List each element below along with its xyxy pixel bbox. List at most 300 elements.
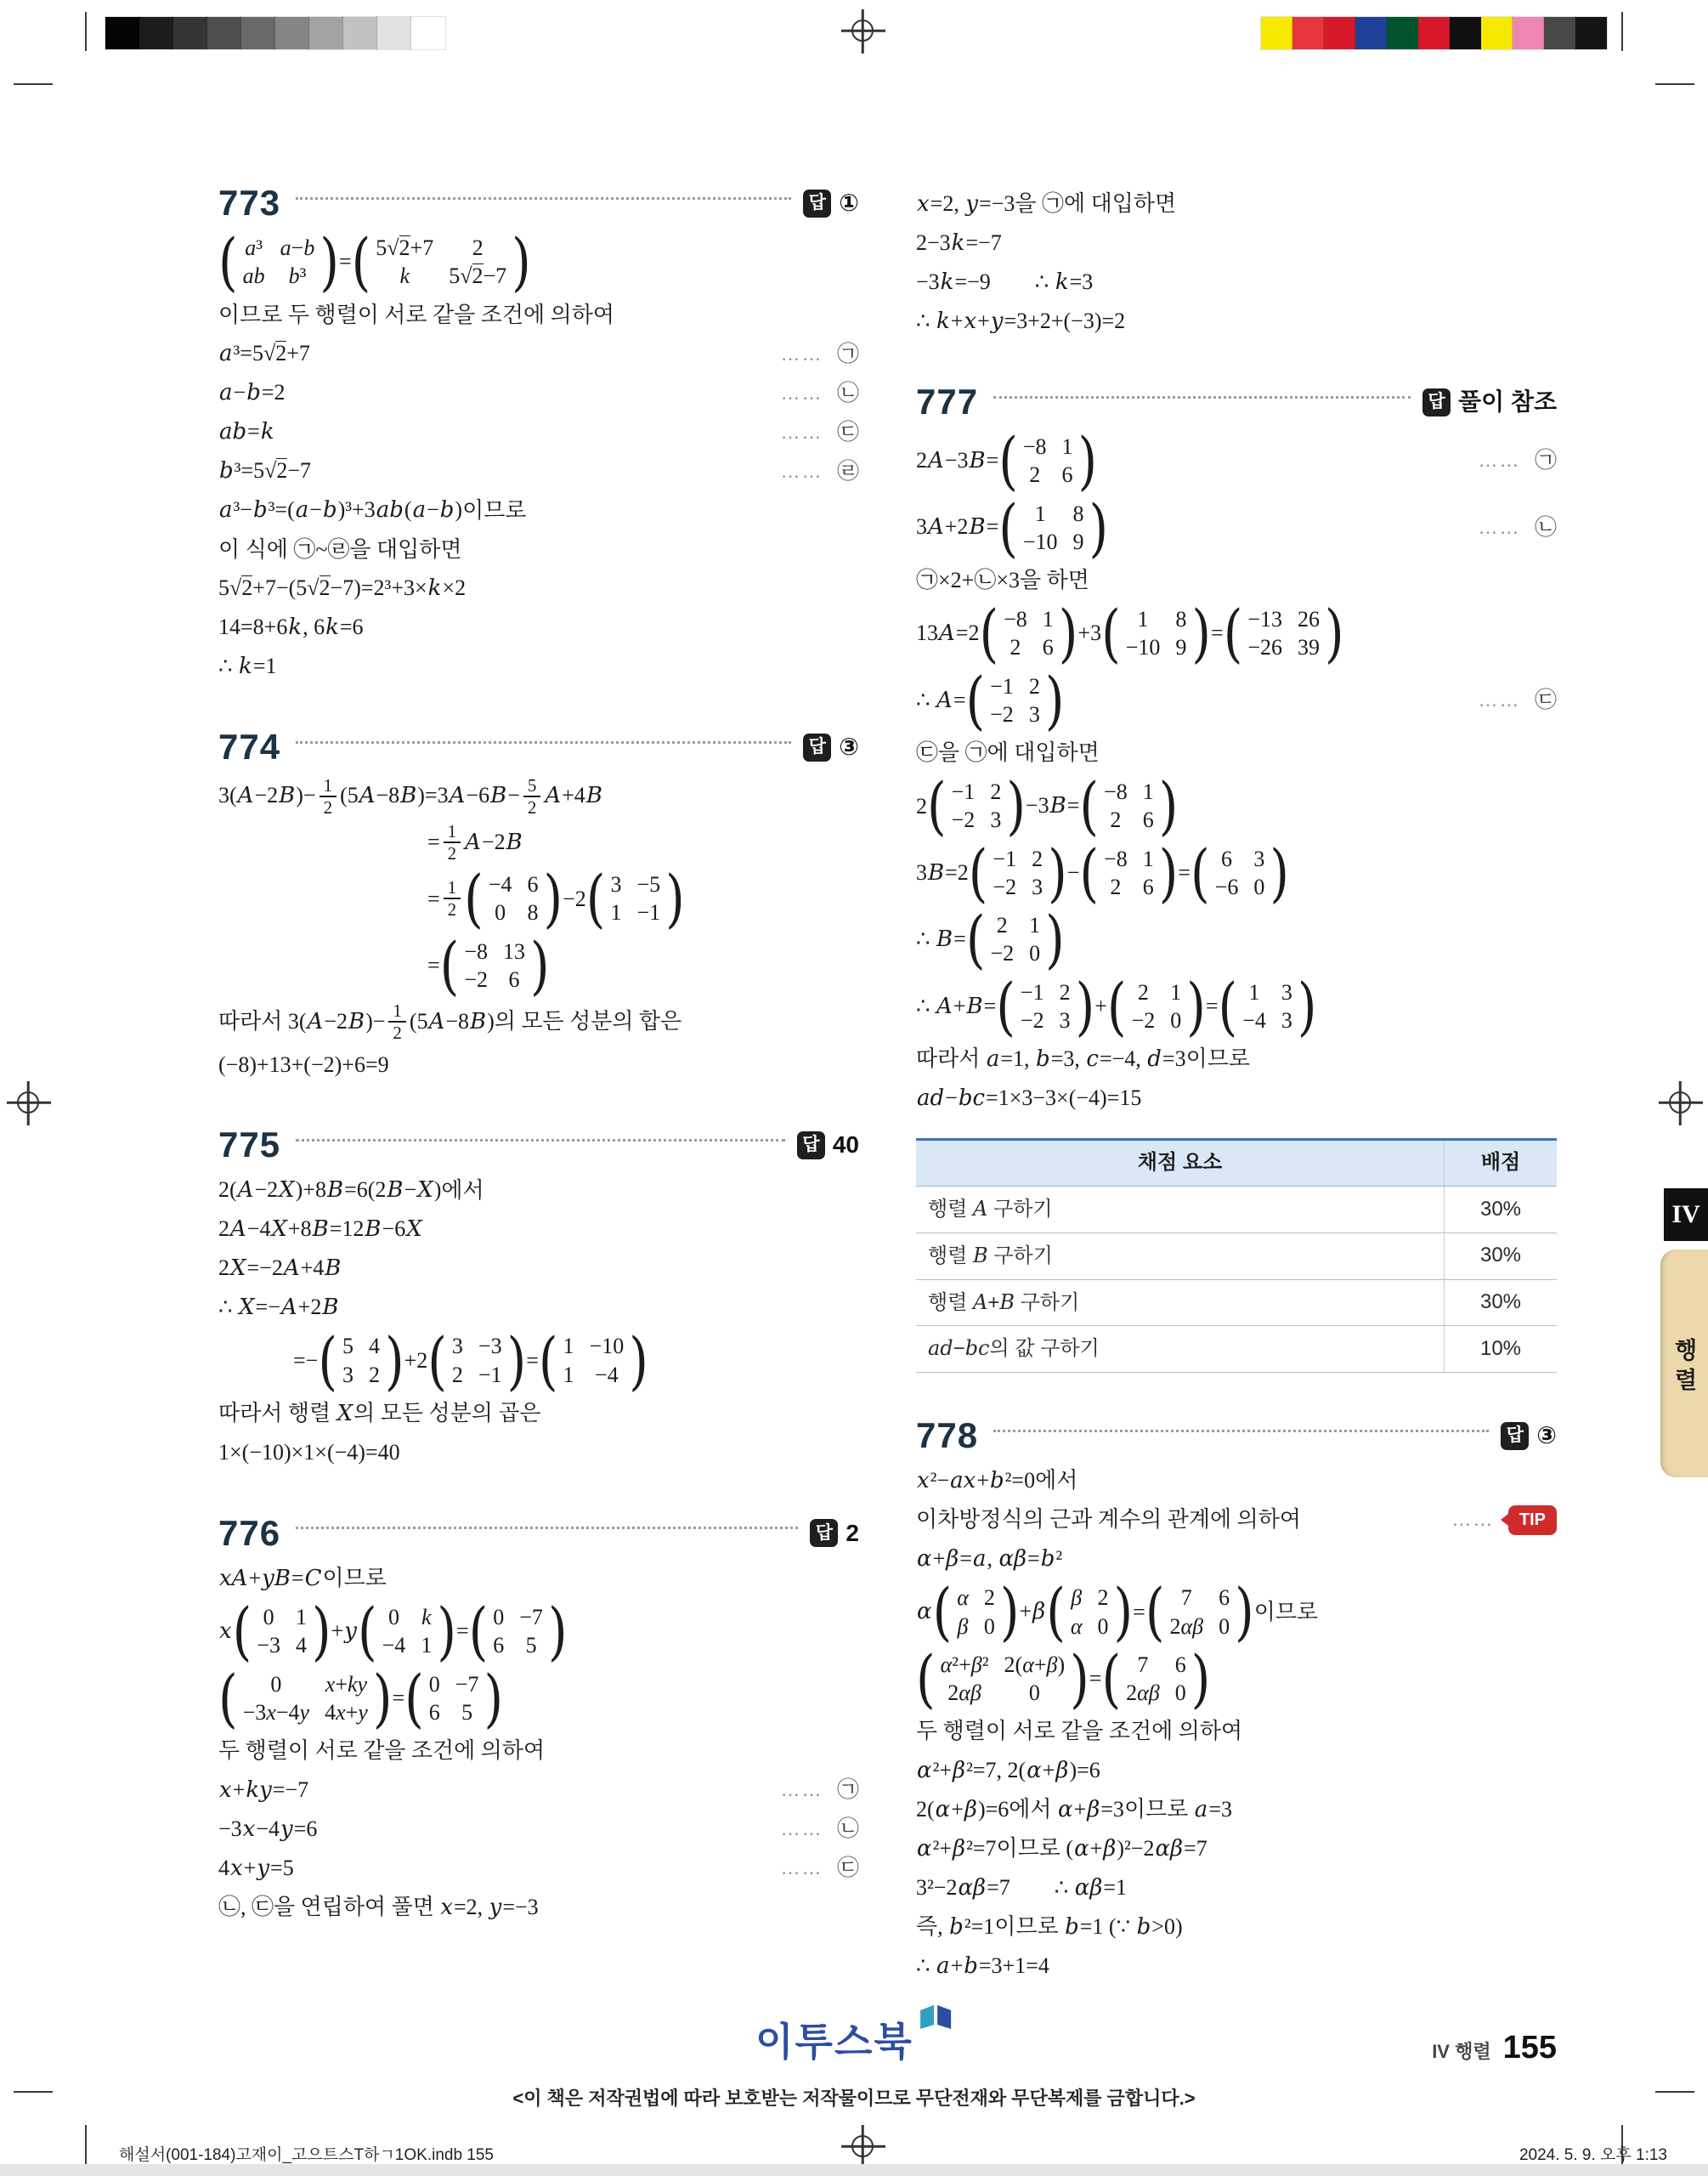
matrix	[427, 1323, 527, 1398]
paren-right-icon: )	[320, 224, 339, 299]
matrix	[404, 1661, 504, 1736]
solution-line	[218, 1733, 859, 1769]
math-run: 2A−3B=	[916, 447, 999, 473]
math-run: =	[1133, 1599, 1145, 1624]
matrix	[1101, 596, 1212, 671]
answer-badge: 답	[803, 190, 831, 218]
calibration-swatch	[1418, 17, 1450, 49]
matrix-entry: b³	[288, 264, 307, 289]
answer-value: ③	[839, 734, 859, 761]
matrix-entry: 0	[1174, 1680, 1186, 1706]
answer	[810, 1516, 859, 1551]
paren-right-icon: )	[506, 1323, 527, 1398]
matrix-entry: 26	[1298, 607, 1321, 632]
text-run: ㉠×2+㉡×3을 하면	[916, 568, 1089, 593]
matrix-entry: 6	[1221, 846, 1232, 871]
matrix-entry: −2	[1020, 1007, 1044, 1033]
chapter-unit-label: 행렬	[1671, 1338, 1697, 1397]
paren-left-icon: (	[358, 1594, 377, 1669]
criteria-cell: 행렬 A 구하기	[916, 1187, 1445, 1233]
text-run: 이므로	[322, 1566, 387, 1591]
paren-right-icon: )	[529, 928, 550, 1003]
matrix-entry: k	[399, 264, 410, 289]
fraction: $\frac{1}{2}$	[320, 775, 337, 818]
paren-right-icon: )	[372, 1661, 393, 1736]
criteria-cell: ad−bc의 값 구하기	[916, 1326, 1445, 1373]
text-run: 따라서	[218, 1009, 288, 1034]
matrix-entry: −2	[951, 808, 976, 833]
leader-dots: ……	[780, 1857, 823, 1879]
matrix	[1218, 969, 1317, 1044]
problem-774	[218, 728, 859, 1083]
matrix-entry: 6	[428, 1699, 440, 1725]
solution-line	[916, 186, 1557, 222]
problem-header	[218, 183, 859, 224]
math-run: A−2B	[465, 829, 523, 855]
paren-right-icon: )	[1270, 836, 1289, 910]
paren-right-icon: )	[1048, 836, 1067, 910]
matrix	[1046, 1574, 1134, 1649]
calibration-swatch	[1387, 17, 1418, 49]
solution-line	[916, 1831, 1557, 1867]
calibration-swatch	[1544, 17, 1575, 49]
matrix	[916, 1641, 1089, 1716]
matrix-entry: −5	[636, 872, 661, 898]
matrix-entry: −1	[990, 673, 1014, 699]
paren-left-icon: (	[1218, 969, 1238, 1044]
math-run: =	[427, 830, 440, 855]
matrix-entry: β	[957, 1613, 969, 1639]
text-run: 에서	[1035, 1468, 1078, 1493]
calibration-swatch	[139, 17, 173, 49]
solution-line	[916, 1714, 1557, 1749]
math-run: +y	[331, 1618, 357, 1644]
paren-left-icon: (	[916, 1641, 936, 1716]
matrix-entry: 3	[1028, 701, 1040, 727]
solution-line	[916, 1792, 1557, 1828]
text-run: 따라서 행렬	[218, 1401, 337, 1426]
paren-left-icon: (	[585, 861, 606, 936]
solution-line	[916, 264, 1557, 300]
math-run: =	[427, 886, 440, 911]
scoring-row	[916, 1279, 1557, 1326]
matrix-entry: 8	[1072, 501, 1084, 526]
math-run: X	[337, 1400, 353, 1426]
registration-crosshair-icon	[1669, 1091, 1691, 1114]
math-run: ∴ X=−A+2B	[218, 1295, 339, 1321]
math-run: =	[526, 1347, 539, 1373]
text-run: 에서	[441, 1177, 484, 1203]
paren-right-icon: )	[1191, 1641, 1211, 1716]
matrix-entry: 6	[1174, 1652, 1186, 1677]
printer-timestamp: 2024. 5. 9. 오후 1:13	[1519, 2146, 1667, 2164]
leader-dots: ……	[780, 460, 823, 482]
solution-line	[218, 861, 859, 936]
problem-header	[218, 728, 859, 768]
math-run: 3A+2B=	[916, 514, 999, 541]
paren-left-icon: (	[427, 1323, 447, 1398]
printer-file-name: 해설서(001-184)고재이_고으트스T하ㄱ1OK.indb 155	[119, 2146, 495, 2164]
matrix-entry: −2	[993, 874, 1017, 899]
matrix-entry: 6	[1142, 874, 1154, 899]
leader-dots: ……	[780, 382, 823, 404]
math-run: (−8)+13+(−2)+6=9	[218, 1051, 389, 1077]
calibration-swatch	[377, 17, 411, 49]
matrix-entry: 3	[1253, 846, 1265, 871]
matrix-entry: −8	[1004, 607, 1027, 632]
text-run: 이므로	[462, 497, 527, 523]
solution-line	[218, 532, 859, 568]
math-run: 2(A−2X)+8B=6(2B−X)	[218, 1177, 442, 1204]
matrix-entry: −1	[1020, 979, 1044, 1005]
math-run: x²−ax+b²=0	[917, 1467, 1036, 1493]
matrix-entry: −13	[1247, 607, 1283, 632]
problem-header	[916, 1415, 1557, 1456]
matrix-entry: 2αβ	[1169, 1613, 1204, 1639]
solution-line	[916, 1574, 1557, 1649]
matrix-entry: 1	[1142, 779, 1154, 805]
paren-right-icon: )	[384, 1323, 404, 1398]
color-calibration-bar	[1261, 17, 1607, 49]
paren-left-icon: (	[998, 490, 1018, 565]
solution-line	[218, 610, 859, 646]
matrix-entry: −8	[1104, 779, 1128, 805]
matrix-entry: 0	[1029, 941, 1041, 966]
solution-line	[916, 1870, 1557, 1906]
calibration-swatch	[1292, 17, 1324, 49]
solution-line	[218, 415, 859, 450]
calibration-swatch	[207, 17, 241, 49]
matrix-entry: 3	[342, 1362, 353, 1387]
math-run: +	[1094, 994, 1107, 1019]
paren-right-icon: )	[1070, 1641, 1089, 1716]
matrix-entry: 1	[1029, 913, 1041, 938]
paren-right-icon: )	[1158, 768, 1179, 843]
calibration-swatch	[1355, 17, 1387, 49]
math-run: 3B=2	[916, 859, 969, 886]
solution-line	[218, 493, 859, 529]
reference-mark	[1467, 512, 1557, 544]
matrix-entry: 2	[472, 235, 484, 260]
matrix-entry: k	[421, 1604, 432, 1629]
math-run: xA+yB=C	[219, 1565, 322, 1591]
matrix-entry: 6	[493, 1633, 505, 1658]
paren-left-icon: (	[232, 1594, 252, 1669]
matrix-entry: 2	[1028, 673, 1040, 699]
solution-line	[916, 768, 1557, 843]
paren-left-icon: (	[351, 224, 371, 299]
matrix	[998, 490, 1109, 565]
fraction: $\frac{1}{2}$	[444, 821, 461, 864]
matrix	[358, 1594, 456, 1669]
matrix-entry: 5√2−7	[449, 264, 507, 289]
math-run: +2	[404, 1347, 428, 1373]
matrix-entry: 6	[1142, 808, 1154, 833]
matrix-entry: −8	[1022, 434, 1047, 459]
paren-left-icon: (	[1046, 1574, 1066, 1649]
matrix-entry: 39	[1298, 635, 1321, 660]
problem-776	[218, 1513, 859, 1925]
matrix	[979, 596, 1078, 671]
math-run: 2−3k=−7	[916, 230, 1002, 256]
solution-line	[218, 1289, 859, 1325]
dotted-leader	[993, 396, 1411, 399]
points-cell: 30%	[1445, 1232, 1558, 1279]
matrix-entry: −6	[1214, 874, 1239, 899]
matrix-entry: 0	[428, 1671, 440, 1697]
matrix-entry: 2	[1010, 635, 1021, 660]
paren-right-icon: )	[1325, 596, 1344, 671]
math-run: −2	[563, 886, 586, 911]
fraction: $\frac{5}{2}$	[523, 775, 541, 818]
solution-line	[916, 1041, 1557, 1077]
matrix-entry: 0	[263, 1604, 274, 1629]
book-icon	[919, 2004, 953, 2030]
matrix-entry: 7	[1137, 1652, 1149, 1677]
math-run: 3²−2αβ=7 ∴ αβ=1	[916, 1874, 1128, 1901]
matrix-entry: −7	[455, 1671, 479, 1697]
matrix-entry: 3	[1281, 1007, 1292, 1033]
matrix	[585, 861, 685, 936]
matrix-entry: −2	[990, 701, 1014, 727]
solution-line	[916, 1502, 1557, 1538]
matrix-entry: 1	[1142, 846, 1154, 871]
problem-775	[218, 1125, 859, 1470]
crop-mark	[85, 2125, 87, 2164]
matrix-entry: −10	[1125, 635, 1161, 660]
paren-left-icon: (	[464, 861, 484, 936]
paren-left-icon: (	[439, 928, 460, 1003]
publisher-logo	[755, 2011, 953, 2067]
matrix-entry: 1	[421, 1633, 433, 1658]
matrix-entry: −3	[478, 1334, 502, 1359]
matrix	[932, 1574, 1020, 1649]
matrix-entry: 0	[493, 1604, 505, 1629]
math-run: a³=5√2+7	[219, 341, 310, 367]
circled-reference: ㉠	[836, 341, 859, 366]
matrix-entry: 2αβ	[1126, 1680, 1160, 1706]
math-run: α+β=3	[1058, 1796, 1124, 1822]
answer-badge: 답	[1501, 1422, 1529, 1450]
paren-left-icon: (	[998, 423, 1018, 498]
matrix	[1223, 596, 1344, 671]
math-run: ∴ a+b=3+1=4	[916, 1952, 1049, 1979]
solution-line	[916, 225, 1557, 261]
matrix-entry: 3	[610, 872, 622, 898]
matrix-entry: 0	[983, 1613, 995, 1639]
solution-line	[916, 303, 1557, 339]
math-run: a−b=2	[219, 380, 286, 406]
matrix-entry: 2	[1032, 846, 1043, 871]
math-run: =	[1178, 860, 1191, 886]
paren-left-icon: (	[965, 902, 986, 977]
leader-dots: ……	[1478, 516, 1521, 538]
paren-right-icon: )	[1075, 969, 1095, 1044]
answer-badge: 답	[810, 1519, 838, 1547]
matrix	[351, 224, 531, 299]
math-run: +β	[1019, 1599, 1046, 1625]
reference-mark	[769, 1852, 859, 1884]
matrix	[1079, 768, 1179, 843]
matrix-entry: 2	[983, 1585, 995, 1611]
calibration-swatch	[1324, 17, 1355, 49]
solution-line	[916, 902, 1557, 977]
reference-mark	[769, 377, 859, 410]
math-run: b³=5√2−7	[219, 458, 312, 484]
problem-778	[916, 1415, 1557, 1984]
scoring-table	[916, 1138, 1557, 1373]
matrix-entry: −1	[951, 779, 976, 805]
answer	[803, 730, 859, 765]
math-run: x=2, y=−3	[440, 1894, 539, 1920]
matrix	[218, 224, 339, 299]
math-run: 2(α+β)=6	[916, 1796, 1010, 1822]
answer-badge: 답	[797, 1131, 825, 1159]
matrix-entry: 0	[1170, 1007, 1182, 1033]
paren-right-icon: )	[1089, 490, 1109, 565]
calibration-swatch	[1450, 17, 1481, 49]
math-run: ab=k	[219, 419, 274, 445]
leader-dots: ……	[780, 421, 823, 443]
answer-value: ③	[1536, 1421, 1557, 1448]
solution-line	[916, 1909, 1557, 1945]
solution-line	[218, 224, 859, 299]
matrix-entry: 2	[1110, 874, 1122, 899]
circled-reference: ㉢	[836, 1856, 859, 1881]
paren-left-icon: (	[1101, 1641, 1122, 1716]
text-run: 두 행렬이 서로 같을 조건에 의하여	[218, 1738, 546, 1764]
matrix-entry: −4	[595, 1362, 619, 1387]
leader-dots: ……	[1451, 1509, 1495, 1531]
paren-left-icon: (	[218, 224, 238, 299]
paren-right-icon: )	[437, 1594, 456, 1669]
solution-line	[218, 1890, 859, 1925]
solution-line	[218, 1172, 859, 1208]
chapter-roman-numeral: IV	[1671, 1200, 1700, 1228]
leader-dots: ……	[1478, 688, 1521, 711]
paren-left-icon: (	[927, 768, 947, 843]
publisher-logo-text: 이투스북	[755, 2020, 913, 2064]
solution-line	[218, 337, 859, 372]
solution-line	[916, 1541, 1557, 1577]
printer-info-line	[119, 2142, 1667, 2165]
math-run: −3k=−9 ∴ k=3	[916, 269, 1094, 295]
matrix-entry: 9	[1072, 529, 1084, 554]
matrix-entry: −1	[478, 1362, 502, 1387]
matrix	[218, 1661, 393, 1736]
matrix-entry: 13	[502, 938, 525, 964]
math-run: 1×(−10)×1×(−4)=40	[218, 1440, 400, 1465]
calibration-swatch	[411, 17, 445, 49]
answer	[797, 1128, 859, 1163]
circled-reference: ㉡	[836, 380, 859, 405]
paren-right-icon: )	[1058, 596, 1078, 671]
matrix-entry: 1	[1034, 501, 1046, 526]
matrix-entry: −1	[993, 846, 1017, 871]
problem-header	[218, 1513, 859, 1554]
matrix-entry: 0	[270, 1671, 282, 1697]
solution-line	[218, 1396, 859, 1431]
matrix-entry: 2	[1137, 979, 1149, 1005]
matrix-entry: −4	[488, 872, 512, 898]
text-run: 을 ㉠에 대입하면	[1015, 191, 1177, 217]
solution-line	[916, 596, 1557, 671]
math-run: b=1 (∵ b>0)	[1065, 1913, 1183, 1940]
solution-line	[218, 1850, 859, 1886]
circled-reference: ㉡	[1534, 514, 1557, 540]
solution-line	[916, 563, 1557, 598]
text-run: 이 식에 ㉠~㉣을 대입하면	[218, 536, 462, 562]
paren-left-icon: (	[1106, 969, 1127, 1044]
matrix	[1079, 836, 1179, 910]
matrix-entry: −2	[464, 966, 488, 992]
math-run: 2X=−2A+4B	[218, 1255, 342, 1282]
math-run: 4x+y=5	[218, 1855, 294, 1881]
paren-right-icon: )	[1158, 836, 1179, 910]
matrix-entry: 6	[1042, 635, 1054, 660]
matrix-entry: −3	[257, 1633, 280, 1658]
solution-line	[916, 969, 1557, 1044]
paren-right-icon: )	[1045, 902, 1065, 977]
matrix-entry: 5	[525, 1633, 537, 1658]
dotted-leader	[296, 741, 791, 744]
problem-777	[916, 382, 1557, 1373]
matrix-entry: a−b	[280, 235, 315, 260]
text-run: 에서	[1009, 1797, 1057, 1822]
dotted-leader	[993, 1430, 1489, 1432]
matrix-entry: 1	[1137, 607, 1149, 632]
paren-left-icon: (	[979, 596, 999, 671]
scoring-header-points: 배점	[1445, 1140, 1558, 1187]
matrix-entry: −8	[1104, 846, 1128, 871]
matrix-entry: 6	[1219, 1585, 1230, 1611]
matrix-entry: 2	[1097, 1585, 1109, 1611]
matrix	[965, 902, 1065, 977]
leader-dots: ……	[780, 1818, 823, 1840]
paren-right-icon: )	[547, 1594, 568, 1669]
answer-value: 40	[832, 1131, 859, 1159]
paren-left-icon: (	[404, 1661, 424, 1736]
solution-line	[916, 663, 1557, 738]
crop-mark	[1621, 12, 1623, 51]
solution-line	[218, 1046, 859, 1082]
text-run: 두 행렬이 서로 같을 조건에 의하여	[916, 1719, 1243, 1744]
crop-mark	[1655, 83, 1694, 85]
grayscale-calibration-bar	[105, 17, 445, 49]
calibration-swatch	[105, 17, 139, 49]
calibration-swatch	[275, 17, 309, 49]
matrix-entry: 5	[461, 1699, 473, 1725]
solution-line	[916, 836, 1557, 910]
paren-right-icon: )	[1113, 1574, 1134, 1649]
math-run: a³−b³=(a−b)³+3ab(a−b)	[219, 497, 463, 524]
leader-dots: ……	[1478, 450, 1521, 472]
matrix-entry: 2	[1110, 808, 1122, 833]
reference-mark	[769, 416, 859, 449]
matrix	[1106, 969, 1206, 1044]
math-run: x=2, y=−3	[917, 190, 1015, 217]
solution-line	[916, 1080, 1557, 1116]
math-run: a=3	[1194, 1796, 1232, 1822]
matrix-entry: 0	[1219, 1613, 1230, 1639]
solution-line	[218, 1211, 859, 1247]
solution-line	[218, 1594, 859, 1669]
math-run: 14=8+6k, 6k=6	[218, 615, 364, 641]
text-run: 의 모든 성분의 곱은	[353, 1401, 541, 1426]
math-run: −3B=	[1025, 793, 1080, 819]
matrix-entry: −2	[990, 941, 1015, 966]
solution-line	[218, 775, 859, 818]
